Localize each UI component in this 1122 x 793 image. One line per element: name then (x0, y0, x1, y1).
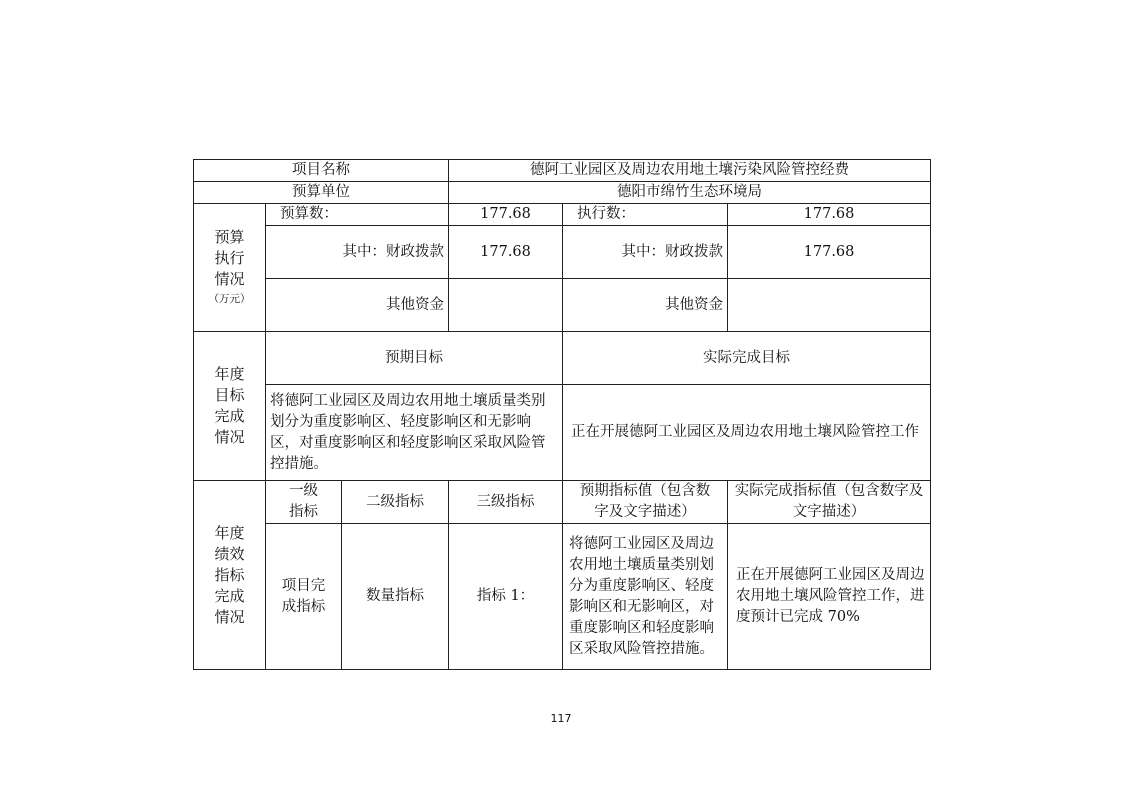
other-funds-label: 其他资金 (266, 279, 449, 332)
other-funds-exec (728, 279, 931, 332)
expected-value-text: 将德阿工业园区及周边农用地土壤质量类别划分为重度影响区、轻度影响区和无影响区，对重度影响区和轻度影响区采取风险管控措施。 (563, 524, 728, 670)
project-name-value: 德阿工业园区及周边农用地土壤污染风险管控经费 (449, 160, 931, 182)
execution-amount-value: 177.68 (728, 204, 931, 226)
expected-goal-header: 预期目标 (266, 332, 563, 385)
page-number: 117 (550, 712, 572, 725)
expected-value-header: 预期指标值（包含数字及文字描述） (563, 481, 728, 524)
level3-value: 指标 1： (449, 524, 563, 670)
budget-unit-value: 德阳市绵竹生态环境局 (449, 182, 931, 204)
actual-value-header: 实际完成指标值（包含数字及文字描述） (728, 481, 931, 524)
other-funds-budget (449, 279, 563, 332)
execution-amount-label: 执行数： (563, 204, 728, 226)
level3-header: 三级指标 (449, 481, 563, 524)
level1-header: 一级指标 (266, 481, 342, 524)
performance-section-label: 年度 绩效 指标 完成 情况 (194, 481, 266, 670)
actual-goal-text: 正在开展德阿工业园区及周边农用地土壤风险管控工作 (563, 385, 931, 481)
fiscal-allocation-exec-label: 其中：财政拨款 (563, 226, 728, 279)
project-name-label: 项目名称 (194, 160, 449, 182)
actual-goal-header: 实际完成目标 (563, 332, 931, 385)
fiscal-allocation-budget: 177.68 (449, 226, 563, 279)
annual-goal-section-label: 年度 目标 完成 情况 (194, 332, 266, 481)
budget-execution-title: 预算 执行 情况 (214, 228, 245, 288)
other-funds-exec-label: 其他资金 (563, 279, 728, 332)
actual-value-text: 正在开展德阿工业园区及周边农用地土壤风险管控工作，进度预计已完成 70% (728, 524, 931, 670)
budget-amount-value: 177.68 (449, 204, 563, 226)
fiscal-allocation-exec: 177.68 (728, 226, 931, 279)
budget-amount-label: 预算数： (266, 204, 449, 226)
level2-value: 数量指标 (342, 524, 449, 670)
budget-execution-section-label (194, 204, 266, 332)
budget-unit-label: 预算单位 (194, 182, 449, 204)
budget-table (193, 159, 931, 670)
level2-header: 二级指标 (342, 481, 449, 524)
level1-value: 项目完成指标 (266, 524, 342, 670)
fiscal-allocation-label: 其中：财政拨款 (266, 226, 449, 279)
expected-goal-text: 将德阿工业园区及周边农用地土壤质量类别划分为重度影响区、轻度影响区和无影响区，对重度影响区和轻度影响区采取风险管控措施。 (266, 385, 563, 481)
budget-unit-note: （万元） (208, 293, 251, 305)
